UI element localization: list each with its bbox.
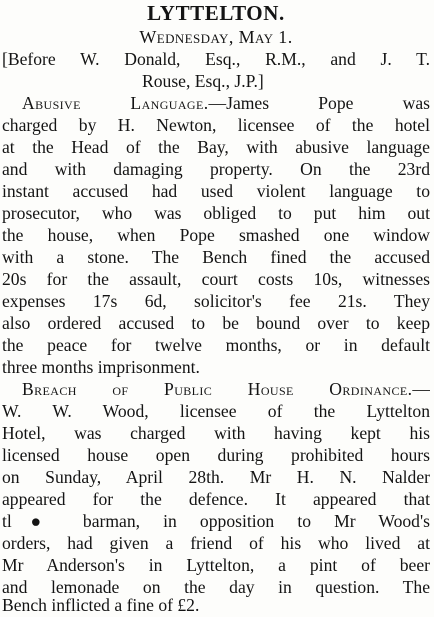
paragraph-line: 20s for the assault, court costs 10s, witnesses <box>2 269 430 289</box>
paragraph-line: orders, had given a friend of his who lived at <box>2 533 430 553</box>
paragraph-line: —James Pope was <box>208 93 430 113</box>
paragraph-line: and lemonade on the day in question. The <box>2 577 430 597</box>
paragraph-line: the peace for twelve months, or in default <box>2 335 430 355</box>
paragraph-line: at the Head of the Bay, with abusive language <box>2 137 430 157</box>
paragraph-line: three months imprisonment. <box>2 357 200 377</box>
section-title: Breach of Public House Ordinance. <box>22 379 413 399</box>
paragraph-line: licensed house open during prohibited hours <box>2 445 430 465</box>
paragraph-line: the house, when Pope smashed one window <box>2 225 430 245</box>
bench-line: [Before W. Donald, Esq., R.M., and J. T. <box>2 49 430 69</box>
paragraph-line: tl● barman, in opposition to Mr Wood's <box>2 511 430 531</box>
section-title-line <box>2 378 430 400</box>
paragraph-line: charged by H. Newton, licensee of the hotel <box>2 115 430 135</box>
section-title-line <box>2 92 430 114</box>
bench-line: Rouse, Esq., J.P.] <box>142 71 264 91</box>
paragraph-line: instant accused had used violent language to <box>2 181 430 201</box>
paragraph-line: — <box>412 379 430 399</box>
paragraph-line: appeared for the defence. It appeared that <box>2 489 430 509</box>
paragraph-line: expenses 17s 6d, solicitor's fee 21s. They <box>2 291 430 311</box>
paragraph-line: with a stone. The Bench fined the accused <box>2 247 430 267</box>
paragraph-line: Hotel, was charged with having kept his <box>2 423 430 443</box>
paragraph-line: on Sunday, April 28th. Mr H. N. Nalder <box>2 467 430 487</box>
article-heading: LYTTELTON. <box>147 2 285 24</box>
article-dateline: Wednesday, May 1. <box>139 27 293 47</box>
section-title: Abusive Language. <box>22 93 209 113</box>
paragraph-line: W. W. Wood, licensee of the Lyttelton <box>2 401 430 421</box>
paragraph-line: prosecutor, who was obliged to put him out <box>2 203 430 223</box>
paragraph-line: also ordered accused to be bound over to keep <box>2 313 430 333</box>
paragraph-line: and with damaging property. On the 23rd <box>2 159 430 179</box>
paragraph-line: Mr Anderson's in Lyttelton, a pint of beer <box>2 555 430 575</box>
paragraph-line: Bench inflicted a fine of £2. <box>2 595 200 615</box>
